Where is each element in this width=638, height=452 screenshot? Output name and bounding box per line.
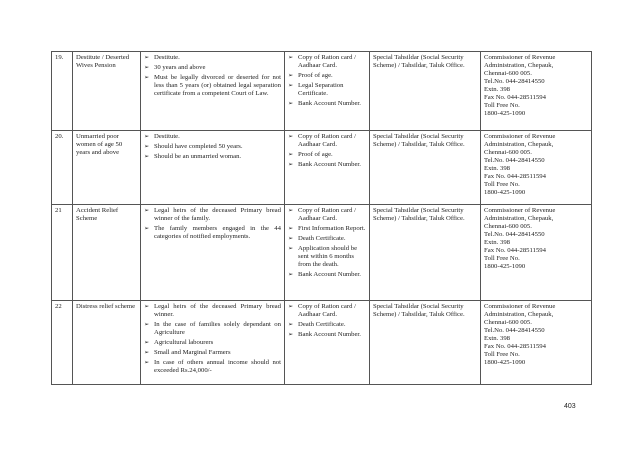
list-item: ➢ Bank Account Number. [288, 161, 366, 169]
list-item: ➢ Death Certificate. [288, 235, 366, 243]
appellate-authority [481, 52, 592, 131]
address-line: Administration, Chepauk, [484, 215, 554, 223]
sanctioning-authority: Special Tahsildar (Social Security Scheme) / Tahsildar, Taluk Office. [370, 301, 481, 385]
address-line: 1800-425-1090 [484, 189, 526, 197]
list-item: ➢ Copy of Ration card / Aadhaar Card. [288, 54, 366, 70]
table-row [52, 52, 592, 131]
scheme-name: Accident Relief Scheme [73, 205, 141, 301]
list-item: ➢ 30 years and above [144, 64, 281, 72]
list-item: ➢ Legal heirs of the deceased Primary bread winner of the family. [144, 207, 281, 223]
address-line: Fax No. 044-28511594 [484, 343, 546, 351]
table-row [52, 131, 592, 205]
address-line: Chennai-600 005. [484, 70, 532, 78]
address-line: Chennai-600 005. [484, 149, 532, 157]
list-item: ➢ Should have completed 50 years. [144, 143, 281, 151]
address-line: 1800-425-1090 [484, 263, 526, 271]
page-sheet [51, 51, 591, 385]
address-line: Extn. 398 [484, 335, 511, 343]
serial-number: 22 [52, 301, 73, 385]
sanctioning-authority: Special Tahsildar (Social Security Scheme) / Tahsildar, Taluk Office. [370, 131, 481, 205]
list-item: ➢ Copy of Ration card / Aadhaar Card. [288, 303, 366, 319]
address-line: Fax No. 044-28511594 [484, 94, 546, 102]
appellate-authority [481, 131, 592, 205]
address-line: Tel.No. 044-28414550 [484, 157, 545, 165]
address-line: Administration, Chepauk, [484, 141, 554, 149]
list-item: ➢ Proof of age. [288, 72, 366, 80]
address-line: 1800-425-1090 [484, 359, 526, 367]
documents-cell [285, 131, 370, 205]
list-item: ➢ Copy of Ration card / Aadhaar Card. [288, 207, 366, 223]
eligibility-cell [141, 52, 285, 131]
eligibility-cell [141, 131, 285, 205]
list-item: ➢ Copy of Ration card / Aadhaar Card. [288, 133, 366, 149]
list-item: ➢ Destitute. [144, 133, 281, 141]
list-item: ➢ Small and Marginal Farmers [144, 349, 281, 357]
list-item: ➢ Proof of age. [288, 151, 366, 159]
address-line: Commissioner of Revenue [484, 54, 556, 61]
address-line: Commissioner of Revenue [484, 303, 556, 310]
serial-number: 21 [52, 205, 73, 301]
documents-cell [285, 301, 370, 385]
list-item: ➢ Bank Account Number. [288, 331, 366, 339]
address-line: Administration, Chepauk, [484, 311, 554, 319]
serial-number: 19. [52, 52, 73, 131]
list-item: ➢ In the case of families solely dependant on Agriculture [144, 321, 281, 337]
sanctioning-authority: Special Tahsildar (Social Security Scheme) / Tahsildar, Taluk Office. [370, 205, 481, 301]
table-row [52, 301, 592, 385]
address-line: Tel.No. 044-28414550 [484, 231, 545, 239]
address-line: Toll Free No. [484, 351, 520, 359]
list-item: ➢ The family members engaged in the 44 categories of notified employments. [144, 225, 281, 241]
schemes-table [51, 51, 592, 385]
address-line: Extn. 398 [484, 165, 511, 173]
list-item: ➢ Legal heirs of the deceased Primary bread winner. [144, 303, 281, 319]
documents-cell [285, 52, 370, 131]
list-item: ➢ Bank Account Number. [288, 100, 366, 108]
address-line: Tel.No. 044-28414550 [484, 78, 545, 86]
list-item: ➢ Agricultural labourers [144, 339, 281, 347]
scheme-name: Unmarried poor women of age 50 years and above [73, 131, 141, 205]
eligibility-cell [141, 205, 285, 301]
appellate-authority [481, 205, 592, 301]
documents-cell [285, 205, 370, 301]
address-line: Extn. 398 [484, 86, 511, 94]
appellate-authority [481, 301, 592, 385]
address-line: Tel.No. 044-28414550 [484, 327, 545, 335]
address-line: Chennai-600 005. [484, 223, 532, 231]
list-item: ➢ Should be an unmarried woman. [144, 153, 281, 161]
address-line: Toll Free No. [484, 102, 520, 110]
list-item: ➢ Death Certificate. [288, 321, 366, 329]
address-line: Extn. 398 [484, 239, 511, 247]
list-item: ➢ Application should be sent within 6 months from the death. [288, 245, 366, 269]
list-item: ➢ First Information Report. [288, 225, 366, 233]
list-item: ➢ Destitute. [144, 54, 281, 62]
address-line: Fax No. 044-28511594 [484, 173, 546, 181]
scheme-name: Destitute / Deserted Wives Pension [73, 52, 141, 131]
sanctioning-authority: Special Tahsildar (Social Security Scheme) / Tahsildar, Taluk Office. [370, 52, 481, 131]
address-line: Administration, Chepauk, [484, 62, 554, 70]
list-item: ➢ In case of others annual income should not exceeded Rs.24,000/- [144, 359, 281, 375]
list-item: ➢ Legal Separation Certificate. [288, 82, 366, 98]
address-line: Commissioner of Revenue [484, 133, 556, 140]
list-item: ➢ Must be legally divorced or deserted for not less than 5 years (or) obtained legal separation certificate from a competent Court of Law. [144, 74, 281, 98]
address-line: Chennai-600 005. [484, 319, 532, 327]
address-line: Fax No. 044-28511594 [484, 247, 546, 255]
eligibility-cell [141, 301, 285, 385]
address-line: Commissioner of Revenue [484, 207, 556, 214]
address-line: 1800-425-1090 [484, 110, 526, 118]
scheme-name: Distress relief scheme [73, 301, 141, 385]
page-number: 403 [564, 403, 576, 410]
address-line: Toll Free No. [484, 255, 520, 263]
address-line: Toll Free No. [484, 181, 520, 189]
list-item: ➢ Bank Account Number. [288, 271, 366, 279]
table-row [52, 205, 592, 301]
serial-number: 20. [52, 131, 73, 205]
